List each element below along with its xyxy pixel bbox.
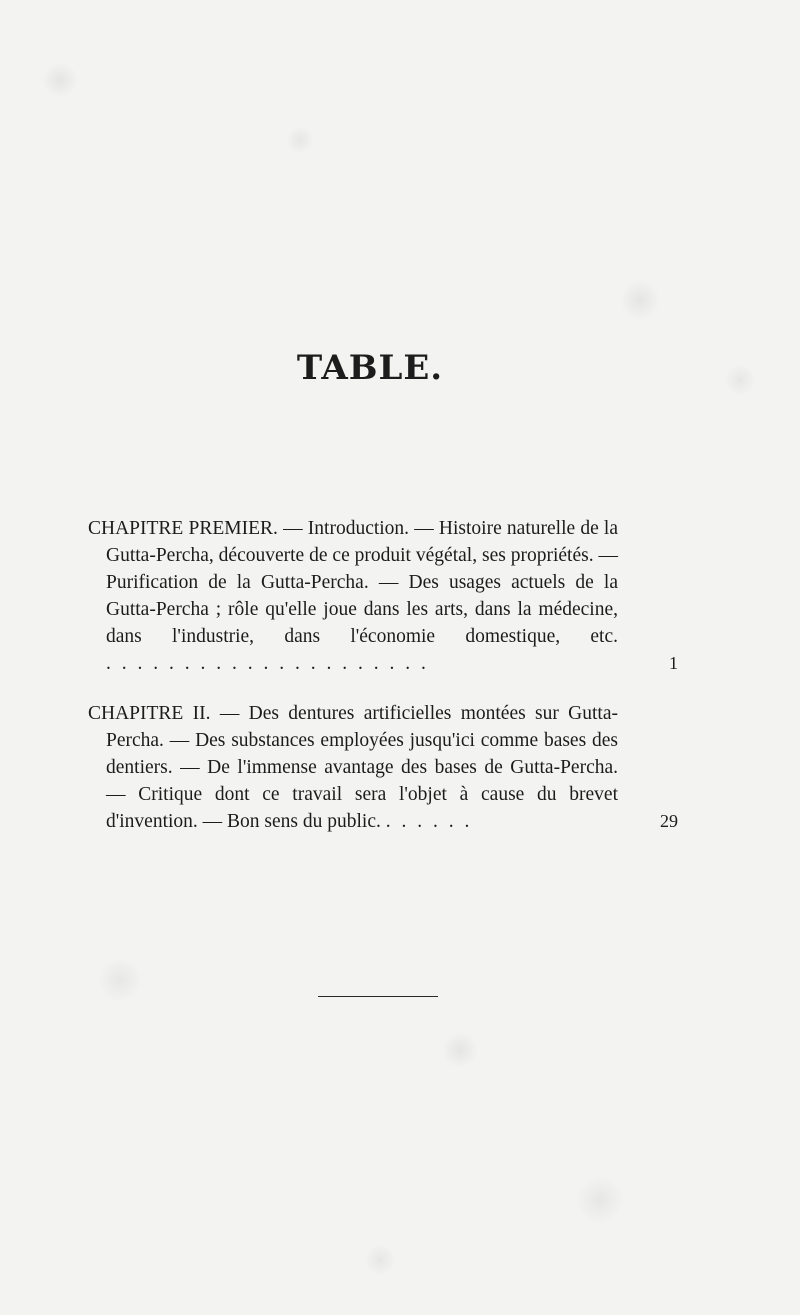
dot-leaders: . . . . . . . . . . . . . . . . . . . . .	[106, 653, 429, 674]
divider-rule	[318, 996, 438, 997]
toc-entry-chapter-1	[88, 515, 678, 677]
toc-entry-text: CHAPITRE PREMIER. — Introduction. — Histoire naturelle de la Gutta-Percha, découverte de ce produit végétal, ses propriétés. — Purification de la Gutta-Percha. — Des usages actuels de la Gutta-Percha ; rôle qu'elle joue dans les arts, dans la médecine, dans l'industrie, dans l'économie domestique, etc.	[88, 518, 618, 647]
dot-leaders: . . . . . .	[385, 811, 473, 832]
toc-entry-chapter-2	[88, 700, 678, 835]
toc-page-number: 29	[660, 811, 678, 831]
page-title: TABLE.	[296, 348, 444, 388]
toc-page-number: 1	[669, 653, 678, 673]
table-of-contents	[88, 515, 678, 835]
toc-entry-text: CHAPITRE II. — Des dentures artificielles montées sur Gutta-Percha. — Des substances employées jusqu'ici comme bases des dentiers. — De l'immense avantage des bases de Gutta-Percha. — Critique dont ce travail sera l'objet à cause du brevet d'invention. — Bon sens du public.	[88, 703, 618, 832]
